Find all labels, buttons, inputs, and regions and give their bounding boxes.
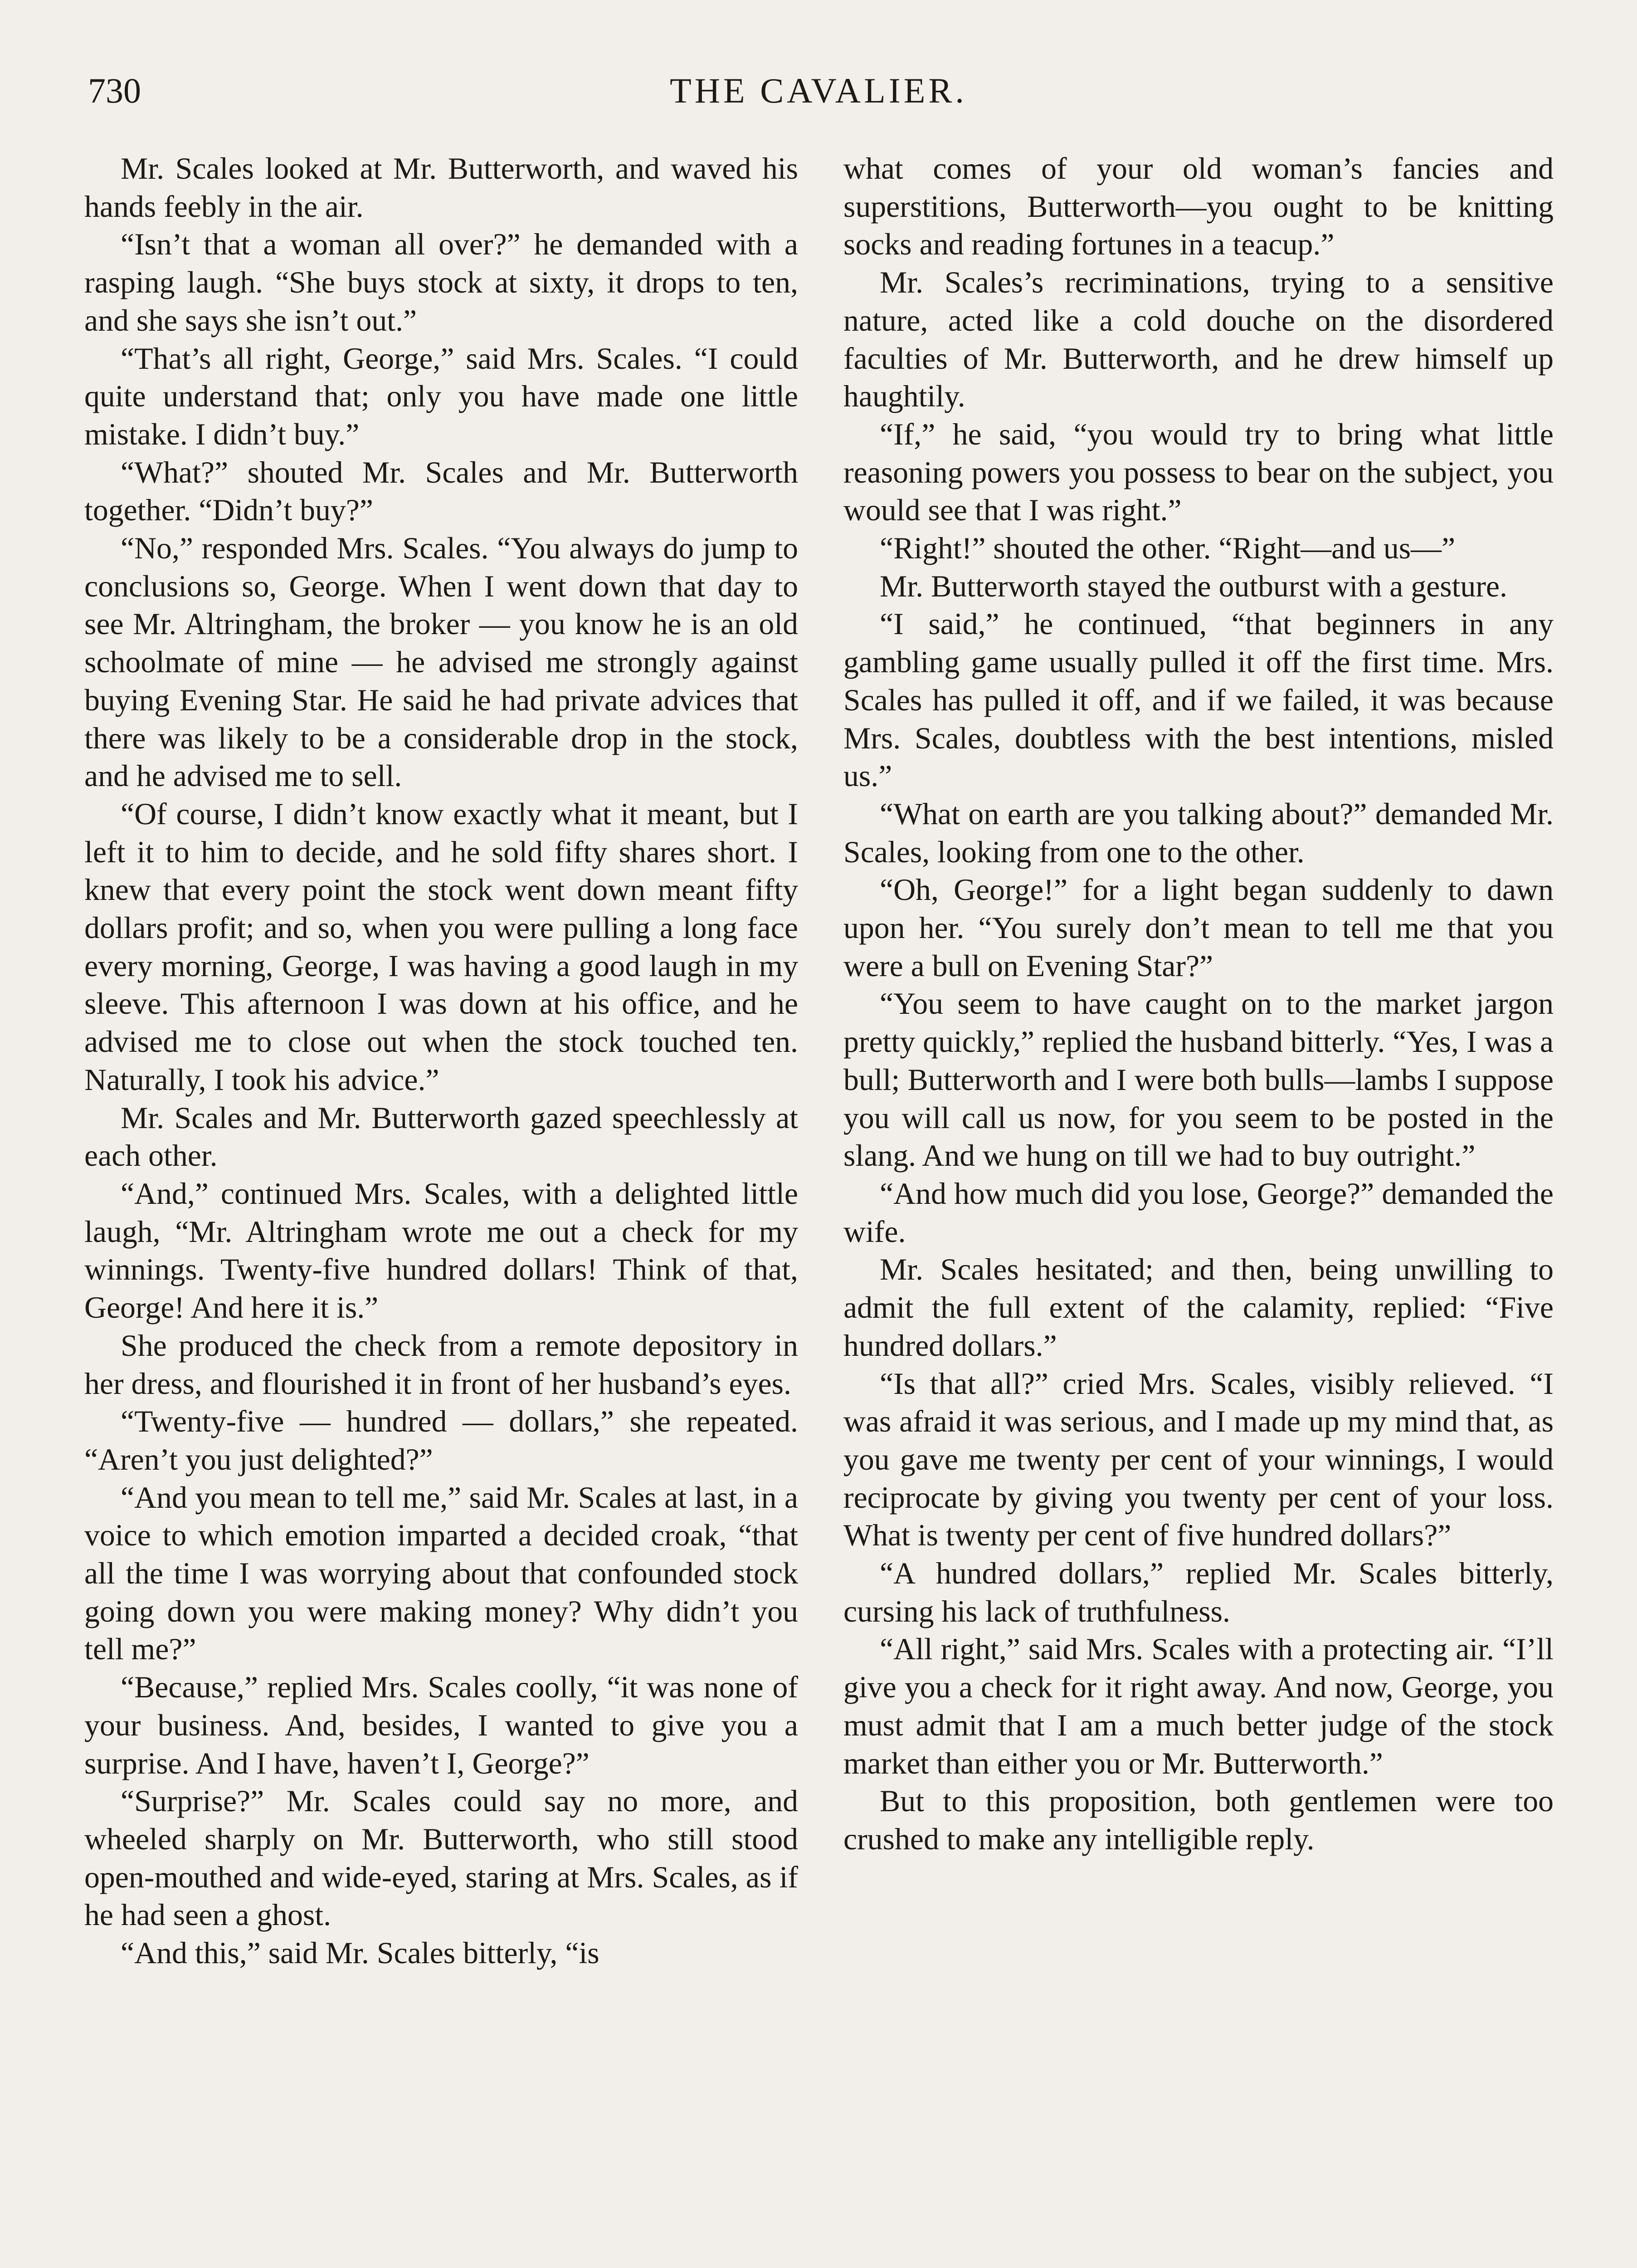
paragraph: Mr. Scales looked at Mr. Butterworth, and waved his hands feebly in the air. — [84, 152, 798, 224]
paragraph: “If,” he said, “you would try to bring what little reasoning powers you possess to bear on the subject, you would see that I was right.” — [843, 417, 1554, 528]
page-number: 730 — [88, 71, 141, 110]
paragraph: “And,” continued Mrs. Scales, with a delighted little laugh, “Mr. Altringham wrote me out a check for my winnings. Twenty-five hundred dollars! Think of that, George! And here it is.” — [84, 1176, 798, 1325]
paragraph: “Oh, George!” for a light began suddenly to dawn upon her. “You surely don’t mean to tell me that you were a bull on Evening Star?” — [843, 873, 1554, 983]
paragraph: “Surprise?” Mr. Scales could say no more, and wheeled sharply on Mr. Butterworth, who still stood open-mouthed and wide-eyed, staring at Mrs. Scales, as if he had seen a ghost. — [84, 1784, 798, 1932]
paragraph: “Twenty-five — hundred — dollars,” she repeated. “Aren’t you just delighted?” — [84, 1404, 798, 1476]
paragraph: But to this proposition, both gentlemen were too crushed to make any intelligible reply. — [843, 1784, 1554, 1856]
paragraph: “Right!” shouted the other. “Right—and us—” — [880, 531, 1456, 566]
paragraph: She produced the check from a remote depository in her dress, and flourished it in front of her husband’s eyes. — [84, 1328, 798, 1401]
paragraph-continued: what comes of your old woman’s fancies and superstitions, Butterworth—you ought to be knitting socks and reading fortunes in a teacup.” — [843, 152, 1554, 262]
paragraph: Mr. Butterworth stayed the outburst with a gesture. — [880, 569, 1507, 603]
paragraph: “And this,” said Mr. Scales bitterly, “is — [121, 1936, 599, 1970]
paragraph: “What?” shouted Mr. Scales and Mr. Butterworth together. “Didn’t buy?” — [84, 455, 798, 528]
text-column-right — [843, 150, 1554, 1858]
paragraph: “No,” responded Mrs. Scales. “You always do jump to conclusions so, George. When I went down that day to see Mr. Altringham, the broker — you know he is an old schoolmate of mine — he advised me strongly against buying Evening Star. He said he had private advices that there was likely to be a considerable drop in the stock, and he advised me to sell. — [84, 531, 798, 793]
paragraph: “I said,” he continued, “that beginners in any gambling game usually pulled it off the first time. Mrs. Scales has pulled it off, and if we failed, it was because Mrs. Scales, doubtless with the best intentions, misled us.” — [843, 607, 1554, 793]
paragraph: “That’s all right, George,” said Mrs. Scales. “I could quite understand that; only you have made one little mistake. I didn’t buy.” — [84, 341, 798, 451]
paragraph: Mr. Scales and Mr. Butterworth gazed speechlessly at each other. — [84, 1100, 798, 1173]
paragraph: “And you mean to tell me,” said Mr. Scales at last, in a voice to which emotion imparted a decided croak, “that all the time I was worrying about that confounded stock going down you were making money? Why didn’t you tell me?” — [84, 1480, 798, 1667]
text-column-left — [84, 150, 798, 1972]
paragraph: “And how much did you lose, George?” demanded the wife. — [843, 1176, 1554, 1249]
paragraph: “Because,” replied Mrs. Scales coolly, “it was none of your business. And, besides, I wanted to give you a surprise. And I have, haven’t I, George?” — [84, 1670, 798, 1780]
paragraph: “A hundred dollars,” replied Mr. Scales bitterly, cursing his lack of truthfulness. — [843, 1556, 1554, 1628]
paragraph: “Is that all?” cried Mrs. Scales, visibly relieved. “I was afraid it was serious, and I made up my mind that, as you gave me twenty per cent of your winnings, I would reciprocate by giving you twenty per cent of your loss. What is twenty per cent of five hundred dollars?” — [843, 1366, 1554, 1553]
paragraph: “Isn’t that a woman all over?” he demanded with a rasping laugh. “She buys stock at sixty, it drops to ten, and she says she isn’t out.” — [84, 227, 798, 337]
paragraph: “You seem to have caught on to the market jargon pretty quickly,” replied the husband bitterly. “Yes, I was a bull; Butterworth and I were both bulls—lambs I suppose you will call us now, for you seem to be posted in the slang. And we hung on till we had to buy outright.” — [843, 987, 1554, 1173]
running-head-title: THE CAVALIER. — [670, 71, 967, 110]
paragraph: Mr. Scales hesitated; and then, being unwilling to admit the full extent of the calamity, replied: “Five hundred dollars.” — [843, 1252, 1554, 1363]
paragraph: “What on earth are you talking about?” demanded Mr. Scales, looking from one to the other. — [843, 797, 1554, 869]
paragraph: “All right,” said Mrs. Scales with a protecting air. “I’ll give you a check for it right away. And now, George, you must admit that I am a much better judge of the stock market than either you or Mr. Butterworth.” — [843, 1632, 1554, 1780]
paragraph: “Of course, I didn’t know exactly what it meant, but I left it to him to decide, and he sold fifty shares short. I knew that every point the stock went down meant fifty dollars profit; and so, when you were pulling a long face every morning, George, I was having a good laugh in my sleeve. This afternoon I was down at his office, and he advised me to close out when the stock touched ten. Naturally, I took his advice.” — [84, 797, 798, 1097]
paragraph: Mr. Scales’s recriminations, trying to a sensitive nature, acted like a cold douche on the disordered faculties of Mr. Butterworth, and he drew himself up haughtily. — [843, 265, 1554, 414]
